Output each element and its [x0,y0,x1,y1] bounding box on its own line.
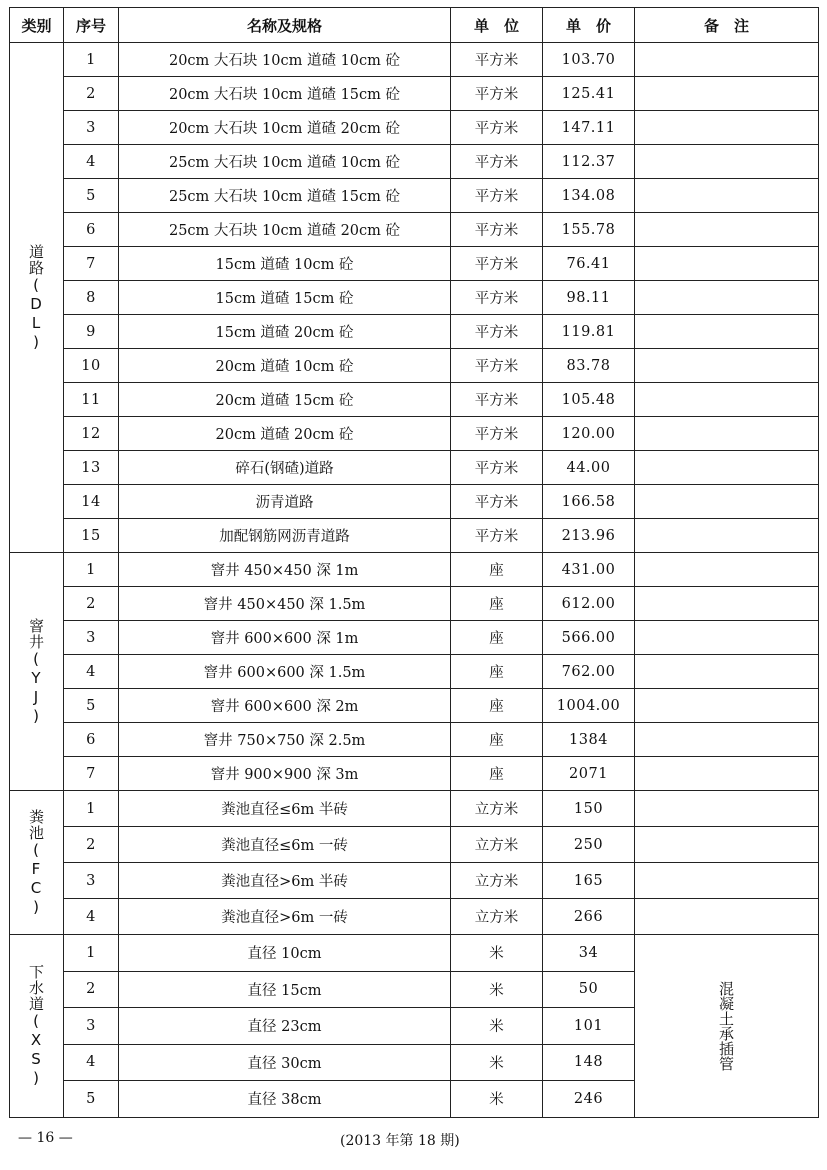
name-cell: 直径 30cm [119,1044,451,1081]
table-row [10,43,819,77]
note-cell [635,935,819,1118]
price-cell: 105.48 [543,383,635,417]
seq-cell: 6 [64,723,119,757]
note-cell [635,213,819,247]
page-number: — 16 — [18,1130,73,1146]
price-cell: 246 [543,1081,635,1118]
unit-cell: 平方米 [451,485,543,519]
note-cell [635,689,819,723]
note-cell [635,77,819,111]
price-cell: 1004.00 [543,689,635,723]
name-cell: 25cm 大石块 10cm 道碴 15cm 砼 [119,179,451,213]
seq-cell: 9 [64,315,119,349]
price-table [9,7,819,1118]
price-cell: 762.00 [543,655,635,689]
price-cell: 2071 [543,757,635,791]
table-row [10,723,819,757]
unit-cell: 米 [451,1081,543,1118]
header-note: 备 注 [635,8,819,43]
price-cell: 155.78 [543,213,635,247]
note-cell [635,655,819,689]
unit-cell: 平方米 [451,247,543,281]
table-row [10,281,819,315]
seq-cell: 13 [64,451,119,485]
seq-cell: 5 [64,179,119,213]
note-cell [635,43,819,77]
unit-cell: 座 [451,655,543,689]
price-cell: 120.00 [543,417,635,451]
unit-cell: 米 [451,971,543,1008]
note-cell [635,863,819,899]
table-row [10,621,819,655]
name-cell: 粪池直径>6m 半砖 [119,863,451,899]
price-cell: 250 [543,827,635,863]
name-cell: 20cm 道碴 20cm 砼 [119,417,451,451]
note-cell [635,519,819,553]
note-cell [635,247,819,281]
unit-cell: 平方米 [451,77,543,111]
table-row [10,689,819,723]
seq-cell: 1 [64,791,119,827]
name-cell: 粪池直径≤6m 一砖 [119,827,451,863]
note-cell [635,315,819,349]
seq-cell: 1 [64,43,119,77]
price-cell: 125.41 [543,77,635,111]
seq-cell: 10 [64,349,119,383]
category-cell [10,553,64,791]
seq-cell: 12 [64,417,119,451]
unit-cell: 平方米 [451,383,543,417]
price-cell: 112.37 [543,145,635,179]
unit-cell: 立方米 [451,899,543,935]
price-cell: 150 [543,791,635,827]
unit-cell: 座 [451,553,543,587]
unit-cell: 平方米 [451,213,543,247]
category-label: 粪池(FC) [27,808,45,917]
unit-cell: 平方米 [451,179,543,213]
name-cell: 加配钢筋网沥青道路 [119,519,451,553]
price-cell: 1384 [543,723,635,757]
note-label: 混凝土承插管 [717,980,735,1071]
unit-cell: 平方米 [451,111,543,145]
table-row [10,179,819,213]
price-cell: 83.78 [543,349,635,383]
name-cell: 20cm 大石块 10cm 道碴 10cm 砼 [119,43,451,77]
header-seq: 序号 [64,8,119,43]
price-cell: 44.00 [543,451,635,485]
unit-cell: 平方米 [451,315,543,349]
table-row [10,935,819,972]
name-cell: 窨井 750×750 深 2.5m [119,723,451,757]
table-row [10,899,819,935]
price-cell: 103.70 [543,43,635,77]
header-unit: 单 位 [451,8,543,43]
name-cell: 25cm 大石块 10cm 道碴 10cm 砼 [119,145,451,179]
seq-cell: 2 [64,587,119,621]
seq-cell: 5 [64,1081,119,1118]
price-cell: 76.41 [543,247,635,281]
name-cell: 15cm 道碴 15cm 砼 [119,281,451,315]
seq-cell: 1 [64,553,119,587]
name-cell: 15cm 道碴 20cm 砼 [119,315,451,349]
price-cell: 165 [543,863,635,899]
name-cell: 15cm 道碴 10cm 砼 [119,247,451,281]
name-cell: 25cm 大石块 10cm 道碴 20cm 砼 [119,213,451,247]
unit-cell: 平方米 [451,43,543,77]
note-cell [635,111,819,145]
header-name: 名称及规格 [119,8,451,43]
unit-cell: 座 [451,723,543,757]
seq-cell: 2 [64,971,119,1008]
price-cell: 50 [543,971,635,1008]
note-cell [635,791,819,827]
seq-cell: 8 [64,281,119,315]
seq-cell: 3 [64,111,119,145]
seq-cell: 4 [64,655,119,689]
seq-cell: 6 [64,213,119,247]
name-cell: 直径 15cm [119,971,451,1008]
category-cell [10,791,64,935]
seq-cell: 3 [64,1008,119,1045]
name-cell: 20cm 大石块 10cm 道碴 15cm 砼 [119,77,451,111]
table-row [10,655,819,689]
note-cell [635,757,819,791]
table-row [10,451,819,485]
price-cell: 213.96 [543,519,635,553]
seq-cell: 11 [64,383,119,417]
price-cell: 148 [543,1044,635,1081]
table-row [10,553,819,587]
table-row [10,791,819,827]
unit-cell: 米 [451,1008,543,1045]
note-cell [635,723,819,757]
seq-cell: 5 [64,689,119,723]
table-row [10,587,819,621]
price-cell: 566.00 [543,621,635,655]
seq-cell: 1 [64,935,119,972]
name-cell: 直径 23cm [119,1008,451,1045]
name-cell: 窨井 600×600 深 2m [119,689,451,723]
note-cell [635,827,819,863]
header-category: 类别 [10,8,64,43]
note-cell [635,485,819,519]
unit-cell: 平方米 [451,519,543,553]
table-row [10,349,819,383]
note-cell [635,451,819,485]
table-header-row [10,8,819,43]
seq-cell: 3 [64,863,119,899]
seq-cell: 3 [64,621,119,655]
unit-cell: 座 [451,757,543,791]
unit-cell: 立方米 [451,827,543,863]
note-cell [635,179,819,213]
seq-cell: 2 [64,827,119,863]
name-cell: 粪池直径>6m 一砖 [119,899,451,935]
price-cell: 431.00 [543,553,635,587]
name-cell: 沥青道路 [119,485,451,519]
price-cell: 147.11 [543,111,635,145]
note-cell [635,417,819,451]
name-cell: 窨井 450×450 深 1.5m [119,587,451,621]
unit-cell: 平方米 [451,145,543,179]
note-cell [635,621,819,655]
unit-cell: 平方米 [451,349,543,383]
name-cell: 窨井 900×900 深 3m [119,757,451,791]
name-cell: 直径 38cm [119,1081,451,1118]
unit-cell: 米 [451,935,543,972]
table-row [10,485,819,519]
price-table-sheet [9,7,819,1118]
unit-cell: 座 [451,689,543,723]
seq-cell: 4 [64,1044,119,1081]
table-row [10,77,819,111]
table-row [10,145,819,179]
note-cell [635,349,819,383]
table-row [10,383,819,417]
category-label: 下水道(XS) [27,963,45,1088]
price-cell: 101 [543,1008,635,1045]
price-cell: 134.08 [543,179,635,213]
unit-cell: 立方米 [451,791,543,827]
seq-cell: 4 [64,899,119,935]
name-cell: 窨井 450×450 深 1m [119,553,451,587]
price-cell: 119.81 [543,315,635,349]
table-row [10,315,819,349]
unit-cell: 座 [451,587,543,621]
table-row [10,863,819,899]
unit-cell: 座 [451,621,543,655]
issue-label: (2013 年第 18 期) [340,1133,460,1149]
note-cell [635,281,819,315]
note-cell [635,383,819,417]
price-cell: 98.11 [543,281,635,315]
table-row [10,519,819,553]
table-row [10,757,819,791]
unit-cell: 米 [451,1044,543,1081]
table-row [10,827,819,863]
price-cell: 266 [543,899,635,935]
price-cell: 34 [543,935,635,972]
table-row [10,247,819,281]
unit-cell: 平方米 [451,281,543,315]
table-body [10,43,819,1118]
note-cell [635,587,819,621]
name-cell: 粪池直径≤6m 半砖 [119,791,451,827]
name-cell: 窨井 600×600 深 1.5m [119,655,451,689]
seq-cell: 14 [64,485,119,519]
unit-cell: 平方米 [451,451,543,485]
seq-cell: 4 [64,145,119,179]
name-cell: 窨井 600×600 深 1m [119,621,451,655]
table-row [10,111,819,145]
name-cell: 碎石(钢碴)道路 [119,451,451,485]
unit-cell: 立方米 [451,863,543,899]
note-cell [635,899,819,935]
note-cell [635,145,819,179]
price-cell: 612.00 [543,587,635,621]
seq-cell: 2 [64,77,119,111]
seq-cell: 15 [64,519,119,553]
unit-cell: 平方米 [451,417,543,451]
table-row [10,213,819,247]
table-row [10,417,819,451]
name-cell: 直径 10cm [119,935,451,972]
name-cell: 20cm 道碴 15cm 砼 [119,383,451,417]
seq-cell: 7 [64,757,119,791]
price-cell: 166.58 [543,485,635,519]
name-cell: 20cm 道碴 10cm 砼 [119,349,451,383]
header-price: 单 价 [543,8,635,43]
category-cell [10,935,64,1118]
seq-cell: 7 [64,247,119,281]
name-cell: 20cm 大石块 10cm 道碴 20cm 砼 [119,111,451,145]
category-label: 窨井(YJ) [27,617,45,726]
category-cell [10,43,64,553]
category-label: 道路(DL) [27,243,45,352]
note-cell [635,553,819,587]
